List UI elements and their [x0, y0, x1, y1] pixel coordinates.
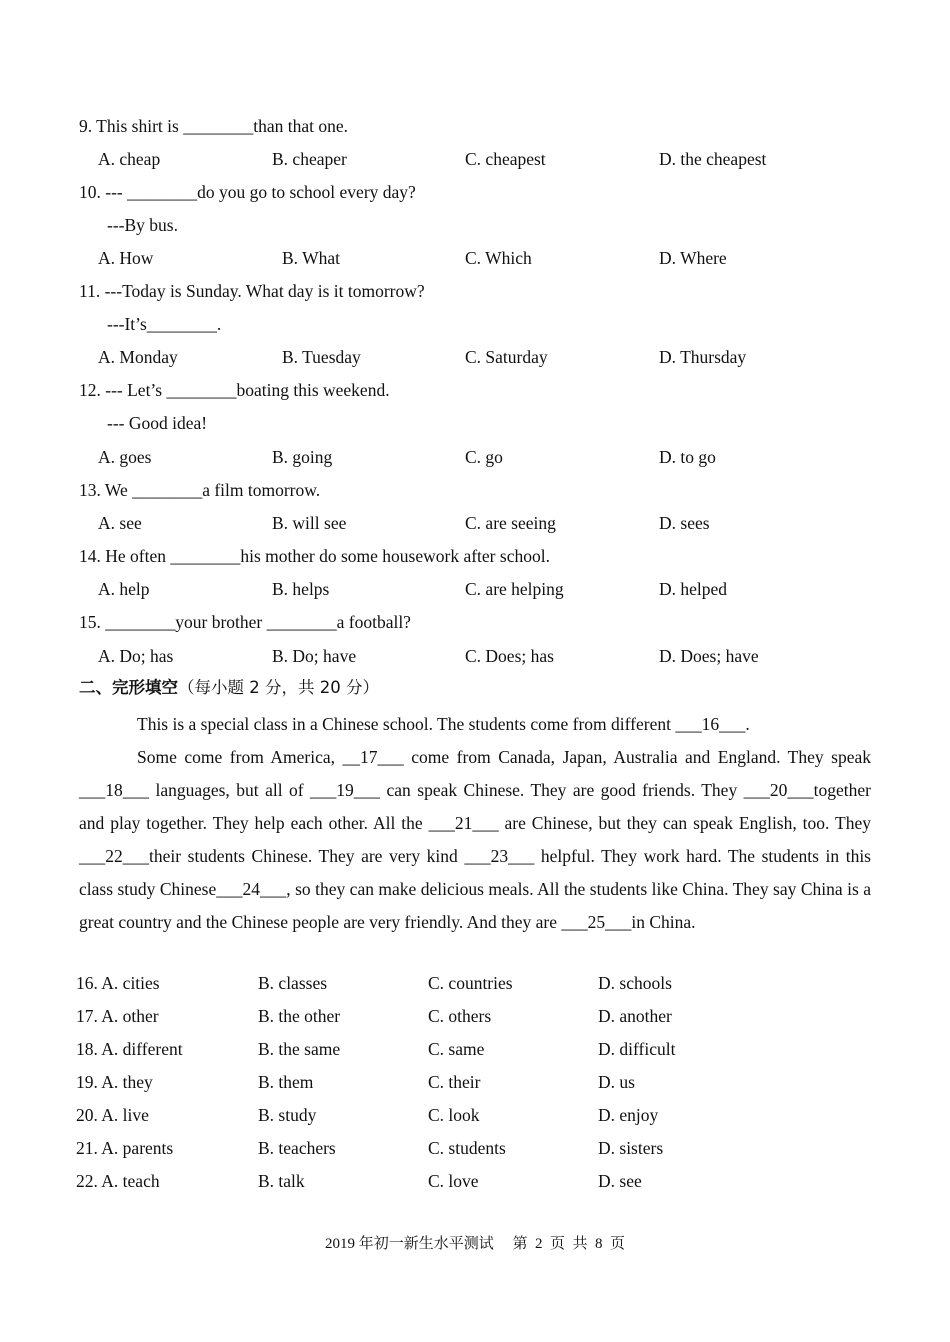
option-d: D. to go — [659, 447, 716, 467]
option-b: B. going — [272, 447, 333, 467]
cloze-option-c: C. others — [428, 1006, 492, 1026]
cloze-option-d: D. sisters — [598, 1138, 664, 1158]
option-d: D. Thursday — [659, 347, 747, 367]
cloze-option-a: 18. A. different — [76, 1039, 183, 1059]
option-a: A. help — [98, 579, 150, 599]
option-c: C. Does; has — [465, 646, 554, 666]
passage-paragraph: This is a special class in a Chinese school. The students come from different ___16___. — [137, 714, 750, 734]
question-stem: 15. ________your brother ________a football? — [79, 612, 411, 632]
cloze-option-d: D. schools — [598, 973, 672, 993]
option-a: A. goes — [98, 447, 152, 467]
cloze-option-b: B. teachers — [258, 1138, 336, 1158]
option-c: C. go — [465, 447, 503, 467]
cloze-option-c: C. love — [428, 1171, 479, 1191]
cloze-option-b: B. study — [258, 1105, 317, 1125]
question-stem: 12. --- Let’s ________boating this weekend. — [79, 380, 390, 400]
option-b: B. Do; have — [272, 646, 357, 666]
question-response: --- Good idea! — [107, 413, 208, 433]
cloze-option-a: 19. A. they — [76, 1072, 153, 1092]
cloze-option-d: D. see — [598, 1171, 642, 1191]
option-d: D. Where — [659, 248, 727, 268]
question-response: ---By bus. — [107, 215, 178, 235]
section-title: 二、完形填空 — [79, 678, 178, 697]
cloze-option-a: 20. A. live — [76, 1105, 149, 1125]
passage-paragraph: Some come from America, __17___ come from Canada, Japan, Australia and England. They speak ___18___ languages, but all of ___19___ can speak Chinese. They are good friends. They ___20___together and play together. They help each other. All the ___21___ are Chinese, but they can speak English, too. They ___22___their students Chinese. They are very kind ___23___ helpful. They work hard. The students in this class study Chinese___24___, so they can make delicious meals. All the students like China. They say China is a great country and the Chinese people are very friendly. And they are ___25___in China. — [79, 747, 871, 932]
option-c: C. cheapest — [465, 149, 546, 169]
cloze-option-c: C. same — [428, 1039, 485, 1059]
section-note: （每小题 2 分，共 20 分） — [178, 678, 379, 697]
option-a: A. cheap — [98, 149, 161, 169]
cloze-option-a: 21. A. parents — [76, 1138, 174, 1158]
question-stem: 10. --- ________do you go to school every day? — [79, 182, 416, 202]
section-heading — [79, 678, 379, 698]
cloze-option-b: B. classes — [258, 973, 328, 993]
footer-page-number: 第 2 页 共 8 页 — [512, 1236, 626, 1252]
option-c: C. are seeing — [465, 513, 556, 533]
option-d: D. sees — [659, 513, 710, 533]
question-stem: 13. We ________a film tomorrow. — [79, 480, 321, 500]
option-a: A. see — [98, 513, 142, 533]
cloze-option-a: 16. A. cities — [76, 973, 160, 993]
cloze-option-d: D. us — [598, 1072, 635, 1092]
option-b: B. will see — [272, 513, 347, 533]
cloze-option-d: D. difficult — [598, 1039, 676, 1059]
cloze-option-b: B. the other — [258, 1006, 341, 1026]
page-footer — [0, 1232, 950, 1253]
question-stem: 9. This shirt is ________than that one. — [79, 116, 348, 136]
option-b: B. cheaper — [272, 149, 347, 169]
option-a: A. Do; has — [98, 646, 174, 666]
cloze-option-d: D. enjoy — [598, 1105, 659, 1125]
footer-exam-title: 2019 年初一新生水平测试 — [324, 1236, 494, 1252]
option-c: C. Which — [465, 248, 532, 268]
cloze-option-c: C. their — [428, 1072, 481, 1092]
option-a: A. Monday — [98, 347, 178, 367]
cloze-option-b: B. them — [258, 1072, 314, 1092]
cloze-option-b: B. the same — [258, 1039, 341, 1059]
option-b: B. What — [282, 248, 341, 268]
cloze-option-a: 22. A. teach — [76, 1171, 160, 1191]
cloze-option-c: C. look — [428, 1105, 480, 1125]
option-a: A. How — [98, 248, 154, 268]
cloze-option-a: 17. A. other — [76, 1006, 159, 1026]
option-d: D. the cheapest — [659, 149, 767, 169]
cloze-option-c: C. countries — [428, 973, 513, 993]
option-b: B. helps — [272, 579, 330, 599]
cloze-passage — [79, 708, 871, 939]
question-stem: 14. He often ________his mother do some housework after school. — [79, 546, 550, 566]
cloze-option-d: D. another — [598, 1006, 672, 1026]
option-b: B. Tuesday — [282, 347, 361, 367]
option-c: C. Saturday — [465, 347, 548, 367]
cloze-option-b: B. talk — [258, 1171, 305, 1191]
option-d: D. helped — [659, 579, 728, 599]
cloze-option-c: C. students — [428, 1138, 506, 1158]
option-c: C. are helping — [465, 579, 564, 599]
option-d: D. Does; have — [659, 646, 759, 666]
question-stem: 11. ---Today is Sunday. What day is it tomorrow? — [79, 281, 425, 301]
question-response: ---It’s________. — [107, 314, 222, 334]
